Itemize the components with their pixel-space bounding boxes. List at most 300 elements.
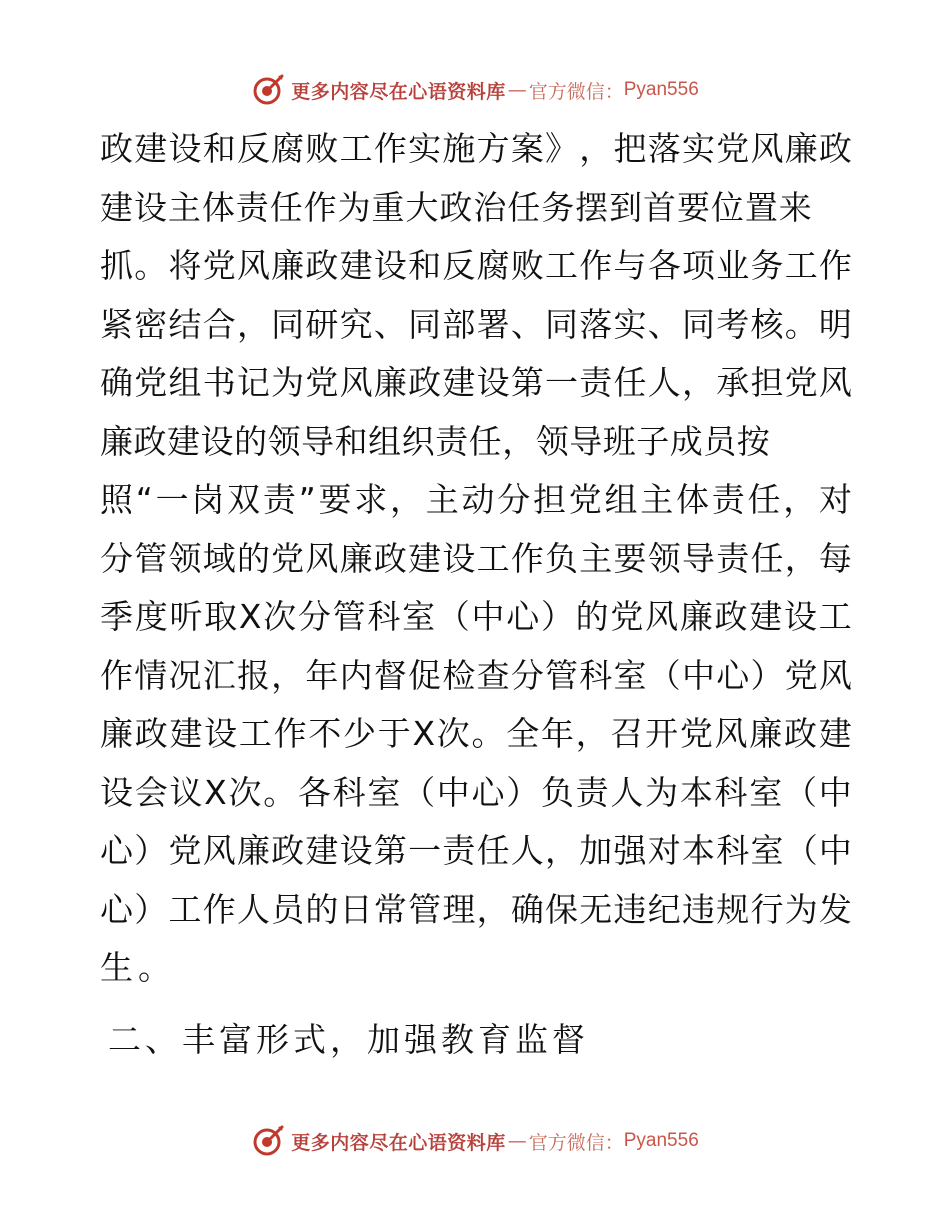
paragraph-line [100, 705, 852, 764]
paragraph-char: 和 [334, 421, 368, 461]
paragraph-char: 建 [305, 831, 339, 870]
paragraph-char: 作 [100, 655, 133, 695]
paragraph-char: 。 [471, 714, 505, 753]
footer-watermark [0, 1121, 950, 1161]
paragraph-char: 政 [439, 187, 473, 227]
paragraph-char: 班 [602, 421, 636, 461]
paragraph-char: 风 [645, 597, 679, 636]
header-watermark [0, 70, 950, 110]
paragraph-char: 部 [442, 304, 476, 344]
paragraph-char: 的 [234, 421, 268, 461]
paragraph-char: 本 [681, 831, 715, 870]
paragraph-char: 案 [510, 129, 544, 168]
paragraph-char: 承 [716, 363, 750, 402]
paragraph-char: 中 [681, 655, 715, 695]
paragraph-char: 责 [579, 363, 613, 402]
paragraph-char: 管 [332, 597, 366, 636]
paragraph-char: 首 [643, 187, 676, 227]
paragraph-char: 政 [714, 597, 748, 636]
paragraph-char: 内 [339, 655, 373, 695]
header-dash: — [507, 79, 527, 101]
paragraph-char: 治 [473, 187, 507, 227]
paragraph-char: 作 [373, 129, 407, 168]
paragraph-char: 作 [579, 246, 613, 285]
brush-logo-icon [251, 73, 285, 107]
paragraph-char: 建 [134, 129, 168, 168]
paragraph-char: 设 [442, 538, 476, 578]
paragraph-char: 重 [371, 187, 405, 227]
paragraph-char: 工 [476, 538, 510, 578]
paragraph-line [100, 120, 852, 179]
header-wechat-label: 官方微信： [528, 80, 624, 103]
paragraph-char: 风 [714, 714, 748, 753]
paragraph-char: ， [579, 129, 613, 168]
paragraph-char: 政 [373, 538, 407, 578]
paragraph-char: 建 [818, 714, 852, 753]
paragraph-char: ， [545, 831, 579, 870]
paragraph-char: ） [506, 772, 540, 812]
paragraph-char: 组 [368, 421, 402, 461]
paragraph-char: 研 [305, 304, 339, 344]
paragraph-char: 年 [540, 714, 574, 753]
paragraph-char: 对 [818, 480, 852, 519]
paragraph-char: 任 [613, 363, 647, 402]
paragraph-char: 同 [408, 304, 442, 344]
paragraph-char: 加 [579, 831, 613, 870]
paragraph-char: 查 [476, 655, 510, 695]
paragraph-char: 违 [681, 889, 715, 929]
paragraph-char: 室 [367, 772, 401, 812]
paragraph-char: 务 [541, 187, 575, 227]
document-paragraph [100, 120, 852, 998]
paragraph-char: ） [540, 597, 574, 636]
paragraph-char: 次 [228, 772, 262, 812]
paragraph-char: 中 [818, 772, 852, 812]
paragraph-char: 廉 [339, 538, 373, 578]
paragraph-char: 和 [408, 246, 442, 285]
paragraph-char: 来 [778, 187, 812, 227]
paragraph-char: 要 [318, 480, 352, 519]
paragraph-char: 廉 [100, 421, 133, 461]
paragraph-char: 一 [155, 480, 189, 519]
paragraph-char: 担 [750, 363, 784, 402]
paragraph-char: 为 [784, 889, 818, 929]
paragraph-char: 抓 [100, 246, 133, 285]
paragraph-char: 体 [675, 480, 709, 519]
paragraph-char: 管 [134, 538, 168, 578]
section-heading: 二、丰富形式，加强教育监督 [108, 1020, 589, 1059]
paragraph-char: 行 [750, 889, 784, 929]
paragraph-char: 、 [510, 304, 544, 344]
paragraph-line: 生。 [100, 948, 176, 987]
paragraph-char: ， [271, 655, 305, 695]
paragraph-char: 室 [613, 655, 647, 695]
paragraph-char: 建 [167, 421, 201, 461]
paragraph-char: 工 [784, 246, 818, 285]
paragraph-char: 工 [545, 246, 579, 285]
paragraph-char: ， [784, 538, 818, 578]
paragraph-char: 汇 [202, 655, 236, 695]
paragraph-char: 要 [613, 538, 647, 578]
paragraph-char: 建 [408, 538, 442, 578]
paragraph-char: 到 [609, 187, 643, 227]
paragraph-char: 作 [273, 714, 307, 753]
paragraph-char: 作 [510, 538, 544, 578]
paragraph-char: 本 [679, 772, 713, 812]
paragraph-char: 情 [134, 655, 168, 695]
paragraph-char: 动 [461, 480, 495, 519]
paragraph-char: ， [476, 889, 510, 929]
paragraph-char: 听 [169, 597, 203, 636]
paragraph-char: 项 [681, 246, 715, 285]
paragraph-char: 双 [227, 480, 261, 519]
paragraph-char: 密 [134, 304, 168, 344]
paragraph-char: 廉 [679, 597, 713, 636]
paragraph-char: “ [135, 480, 153, 519]
paragraph-char: 、 [373, 304, 407, 344]
paragraph-char: 政 [783, 714, 817, 753]
paragraph-char: 度 [134, 597, 168, 636]
paragraph-char: 负 [540, 772, 574, 812]
paragraph-char: 不 [308, 714, 342, 753]
header-brand-text: 更多内容尽在心语资料库 [291, 80, 506, 103]
paragraph-char: ， [681, 363, 715, 402]
paragraph-char: 按 [736, 421, 770, 461]
paragraph-char: 作 [303, 187, 337, 227]
paragraph-char: 科 [332, 772, 366, 812]
paragraph-char: 日 [339, 889, 373, 929]
paragraph-char: 常 [373, 889, 407, 929]
paragraph-char: 置 [744, 187, 778, 227]
paragraph-char: 廉 [236, 831, 270, 870]
paragraph-char: 于 [377, 714, 411, 753]
paragraph-char: 摆 [575, 187, 609, 227]
paragraph-char: 第 [373, 831, 407, 870]
paragraph-char: 主 [640, 480, 674, 519]
paragraph-char: 党 [679, 714, 713, 753]
paragraph-char: 工 [818, 597, 852, 636]
paragraph-char: 心 [506, 597, 540, 636]
paragraph-char: 成 [669, 421, 703, 461]
paragraph-char: ” [298, 480, 316, 519]
paragraph-char: X [204, 772, 227, 812]
paragraph-char: 的 [305, 889, 339, 929]
paragraph-char: 设 [200, 421, 234, 461]
paragraph-char: 主 [579, 538, 613, 578]
paragraph-char: 败 [510, 246, 544, 285]
paragraph-char: 发 [818, 889, 852, 929]
paragraph-char: 各 [297, 772, 331, 812]
paragraph-char: 规 [716, 889, 750, 929]
paragraph-char: 全 [506, 714, 540, 753]
paragraph-char: 导 [569, 421, 603, 461]
paragraph-line [100, 237, 852, 296]
paragraph-char: 方 [476, 129, 510, 168]
paragraph-char: 为 [337, 187, 371, 227]
paragraph-char: 室 [749, 772, 783, 812]
paragraph-char: 政 [305, 246, 339, 285]
paragraph-char: 次 [263, 597, 297, 636]
paragraph-char: 政 [134, 714, 168, 753]
paragraph-char: 考 [716, 304, 750, 344]
paragraph-char: 促 [408, 655, 442, 695]
paragraph-char: 落 [647, 129, 681, 168]
paragraph-char: 。 [263, 772, 297, 812]
paragraph-char: 业 [716, 246, 750, 285]
paragraph-char: 科 [579, 655, 613, 695]
paragraph-char: 风 [818, 363, 852, 402]
paragraph-char: 结 [168, 304, 202, 344]
paragraph-char: 中 [471, 597, 505, 636]
paragraph-line [100, 354, 852, 413]
paragraph-char: 管 [545, 655, 579, 695]
paragraph-char: 主 [425, 480, 459, 519]
paragraph-char: 与 [613, 246, 647, 285]
paragraph-char: 报 [236, 655, 270, 695]
footer-dash: — [507, 1130, 527, 1152]
paragraph-char: 核 [750, 304, 784, 344]
paragraph-char: 责 [235, 187, 269, 227]
paragraph-char: 设 [168, 129, 202, 168]
paragraph-char: 建 [749, 597, 783, 636]
paragraph-line [100, 413, 770, 472]
paragraph-line [100, 881, 852, 940]
paragraph-char: ） [750, 655, 784, 695]
paragraph-char: 召 [610, 714, 644, 753]
paragraph-char: 每 [818, 538, 852, 578]
paragraph-char: 人 [610, 772, 644, 812]
paragraph-char: 工 [168, 889, 202, 929]
paragraph-char: 廉 [784, 129, 818, 168]
paragraph-char: 建 [169, 714, 203, 753]
paragraph-char: 领 [267, 421, 301, 461]
paragraph-char: 设 [783, 597, 817, 636]
paragraph-char: 建 [100, 187, 133, 227]
paragraph-char: 责 [442, 831, 476, 870]
paragraph-char: 败 [305, 129, 339, 168]
paragraph-char: 廉 [749, 714, 783, 753]
paragraph-char: ， [236, 304, 270, 344]
paragraph-char: 作 [818, 246, 852, 285]
paragraph-char: 落 [579, 304, 613, 344]
paragraph-char: 次 [436, 714, 470, 753]
paragraph-char: 大 [405, 187, 439, 227]
paragraph-char: ， [575, 714, 609, 753]
paragraph-char: 开 [645, 714, 679, 753]
paragraph-char: 廉 [100, 714, 133, 753]
paragraph-char: 人 [647, 363, 681, 402]
footer-wechat-label: 官方微信： [528, 1131, 624, 1154]
paragraph-char: 况 [168, 655, 202, 695]
paragraph-char: 党 [610, 597, 644, 636]
paragraph-char: 同 [271, 304, 305, 344]
paragraph-char: 。 [784, 304, 818, 344]
paragraph-char: 和 [202, 129, 236, 168]
paragraph-char: 将 [168, 246, 202, 285]
paragraph-char: 署 [476, 304, 510, 344]
paragraph-char: 岗 [191, 480, 225, 519]
paragraph-char: 员 [271, 889, 305, 929]
paragraph-char: 中 [818, 831, 852, 870]
paragraph-char: 科 [367, 597, 401, 636]
paragraph-char: 各 [647, 246, 681, 285]
paragraph-char: 设 [133, 187, 167, 227]
paragraph-char: 心 [100, 889, 133, 929]
paragraph-char: 中 [436, 772, 470, 812]
paragraph-char: 设 [373, 246, 407, 285]
paragraph-char: 政 [133, 421, 167, 461]
paragraph-char: 责 [575, 772, 609, 812]
paragraph-char: 党 [784, 363, 818, 402]
paragraph-char: 风 [818, 655, 852, 695]
paragraph-char: 季 [100, 597, 133, 636]
paragraph-char: 对 [647, 831, 681, 870]
paragraph-char: 督 [373, 655, 407, 695]
paragraph-char: 心 [100, 831, 133, 870]
paragraph-char: 的 [236, 538, 270, 578]
paragraph-char: 无 [579, 889, 613, 929]
paragraph-char: 紧 [100, 304, 133, 344]
paragraph-char: （ [436, 597, 470, 636]
paragraph-char: 政 [100, 129, 133, 168]
paragraph-char: 》 [545, 129, 579, 168]
paragraph-char: 作 [202, 889, 236, 929]
paragraph-char: 党 [784, 655, 818, 695]
paragraph-char: 廉 [271, 246, 305, 285]
paragraph-char: 工 [238, 714, 272, 753]
paragraph-char: 纪 [647, 889, 681, 929]
paragraph-char: 为 [645, 772, 679, 812]
paragraph-char: 任 [507, 187, 541, 227]
paragraph-char: 保 [545, 889, 579, 929]
paragraph-char: 心 [471, 772, 505, 812]
paragraph-line [100, 471, 852, 530]
paragraph-char: 的 [575, 597, 609, 636]
paragraph-char: 要 [676, 187, 710, 227]
paragraph-char: 人 [236, 889, 270, 929]
paragraph-char: 设 [204, 714, 238, 753]
paragraph-char: 任 [269, 187, 303, 227]
paragraph-char: 议 [169, 772, 203, 812]
paragraph-char: 员 [703, 421, 737, 461]
paragraph-char: 科 [714, 772, 748, 812]
paragraph-char: ） [134, 889, 168, 929]
paragraph-char: 组 [604, 480, 638, 519]
paragraph-char: 政 [271, 831, 305, 870]
paragraph-char: 建 [442, 363, 476, 402]
paragraph-char: 风 [750, 129, 784, 168]
paragraph-char: 检 [442, 655, 476, 695]
paragraph-char: 分 [510, 655, 544, 695]
paragraph-char: 少 [343, 714, 377, 753]
paragraph-char: 任 [747, 480, 781, 519]
paragraph-char: 负 [545, 538, 579, 578]
brush-logo-icon [251, 1124, 285, 1158]
paragraph-char: 同 [681, 304, 715, 344]
paragraph-char: 强 [613, 831, 647, 870]
paragraph-line [100, 647, 852, 706]
paragraph-char: 照 [100, 480, 133, 519]
paragraph-char: 党 [716, 129, 750, 168]
paragraph-char: 子 [636, 421, 670, 461]
paragraph-char: 分 [100, 538, 133, 578]
paragraph-char: 组 [168, 363, 202, 402]
paragraph-char: 反 [236, 129, 270, 168]
paragraph-char: （ [784, 831, 818, 870]
paragraph-char: 为 [271, 363, 305, 402]
paragraph-char: 把 [613, 129, 647, 168]
paragraph-char: 设 [476, 363, 510, 402]
paragraph-char: 一 [408, 831, 442, 870]
footer-brand-text: 更多内容尽在心语资料库 [291, 1131, 506, 1154]
paragraph-char: 同 [545, 304, 579, 344]
paragraph-char: 反 [442, 246, 476, 285]
paragraph-char: 责 [435, 421, 469, 461]
paragraph-char: ， [783, 480, 817, 519]
paragraph-char: 风 [202, 831, 236, 870]
paragraph-char: 党 [202, 246, 236, 285]
paragraph-char: 务 [750, 246, 784, 285]
paragraph-char: 党 [271, 538, 305, 578]
paragraph-char: 分 [297, 597, 331, 636]
paragraph-char: 风 [236, 246, 270, 285]
paragraph-char: 书 [202, 363, 236, 402]
paragraph-char: （ [783, 772, 817, 812]
footer-account: Pyan556 [623, 1130, 699, 1151]
paragraph-char: 施 [442, 129, 476, 168]
paragraph-char: 腐 [271, 129, 305, 168]
paragraph-char: 设 [339, 831, 373, 870]
paragraph-char: 政 [818, 129, 852, 168]
paragraph-char: 党 [168, 831, 202, 870]
paragraph-char: 体 [201, 187, 235, 227]
paragraph-char: 取 [204, 597, 238, 636]
paragraph-char: 领 [647, 538, 681, 578]
paragraph-char: 记 [236, 363, 270, 402]
paragraph-char: 责 [711, 480, 745, 519]
paragraph-char: 究 [339, 304, 373, 344]
paragraph-char: 导 [681, 538, 715, 578]
paragraph-char: 、 [647, 304, 681, 344]
paragraph-char: 任 [468, 421, 502, 461]
paragraph-char: 设 [100, 772, 133, 812]
paragraph-char: 第 [510, 363, 544, 402]
paragraph-char: （ [647, 655, 681, 695]
paragraph-char: 党 [305, 363, 339, 402]
paragraph-char: 任 [476, 831, 510, 870]
paragraph-char: 位 [710, 187, 744, 227]
paragraph-char: 年 [305, 655, 339, 695]
paragraph-char: 腐 [476, 246, 510, 285]
paragraph-line [100, 588, 852, 647]
paragraph-char: X [238, 597, 262, 636]
paragraph-char: 求 [354, 480, 388, 519]
paragraph-char: 管 [408, 889, 442, 929]
paragraph-char: ） [134, 831, 168, 870]
paragraph-line [100, 822, 852, 881]
paragraph-char: 建 [339, 246, 373, 285]
paragraph-char: 室 [750, 831, 784, 870]
paragraph-char: 政 [408, 363, 442, 402]
paragraph-char: ， [389, 480, 423, 519]
paragraph-char: 一 [545, 363, 579, 402]
paragraph-char: 分 [497, 480, 531, 519]
paragraph-char: 人 [510, 831, 544, 870]
paragraph-char: 科 [716, 831, 750, 870]
paragraph-char: ， [502, 421, 536, 461]
paragraph-char: 实 [613, 304, 647, 344]
paragraph-line [100, 296, 852, 355]
